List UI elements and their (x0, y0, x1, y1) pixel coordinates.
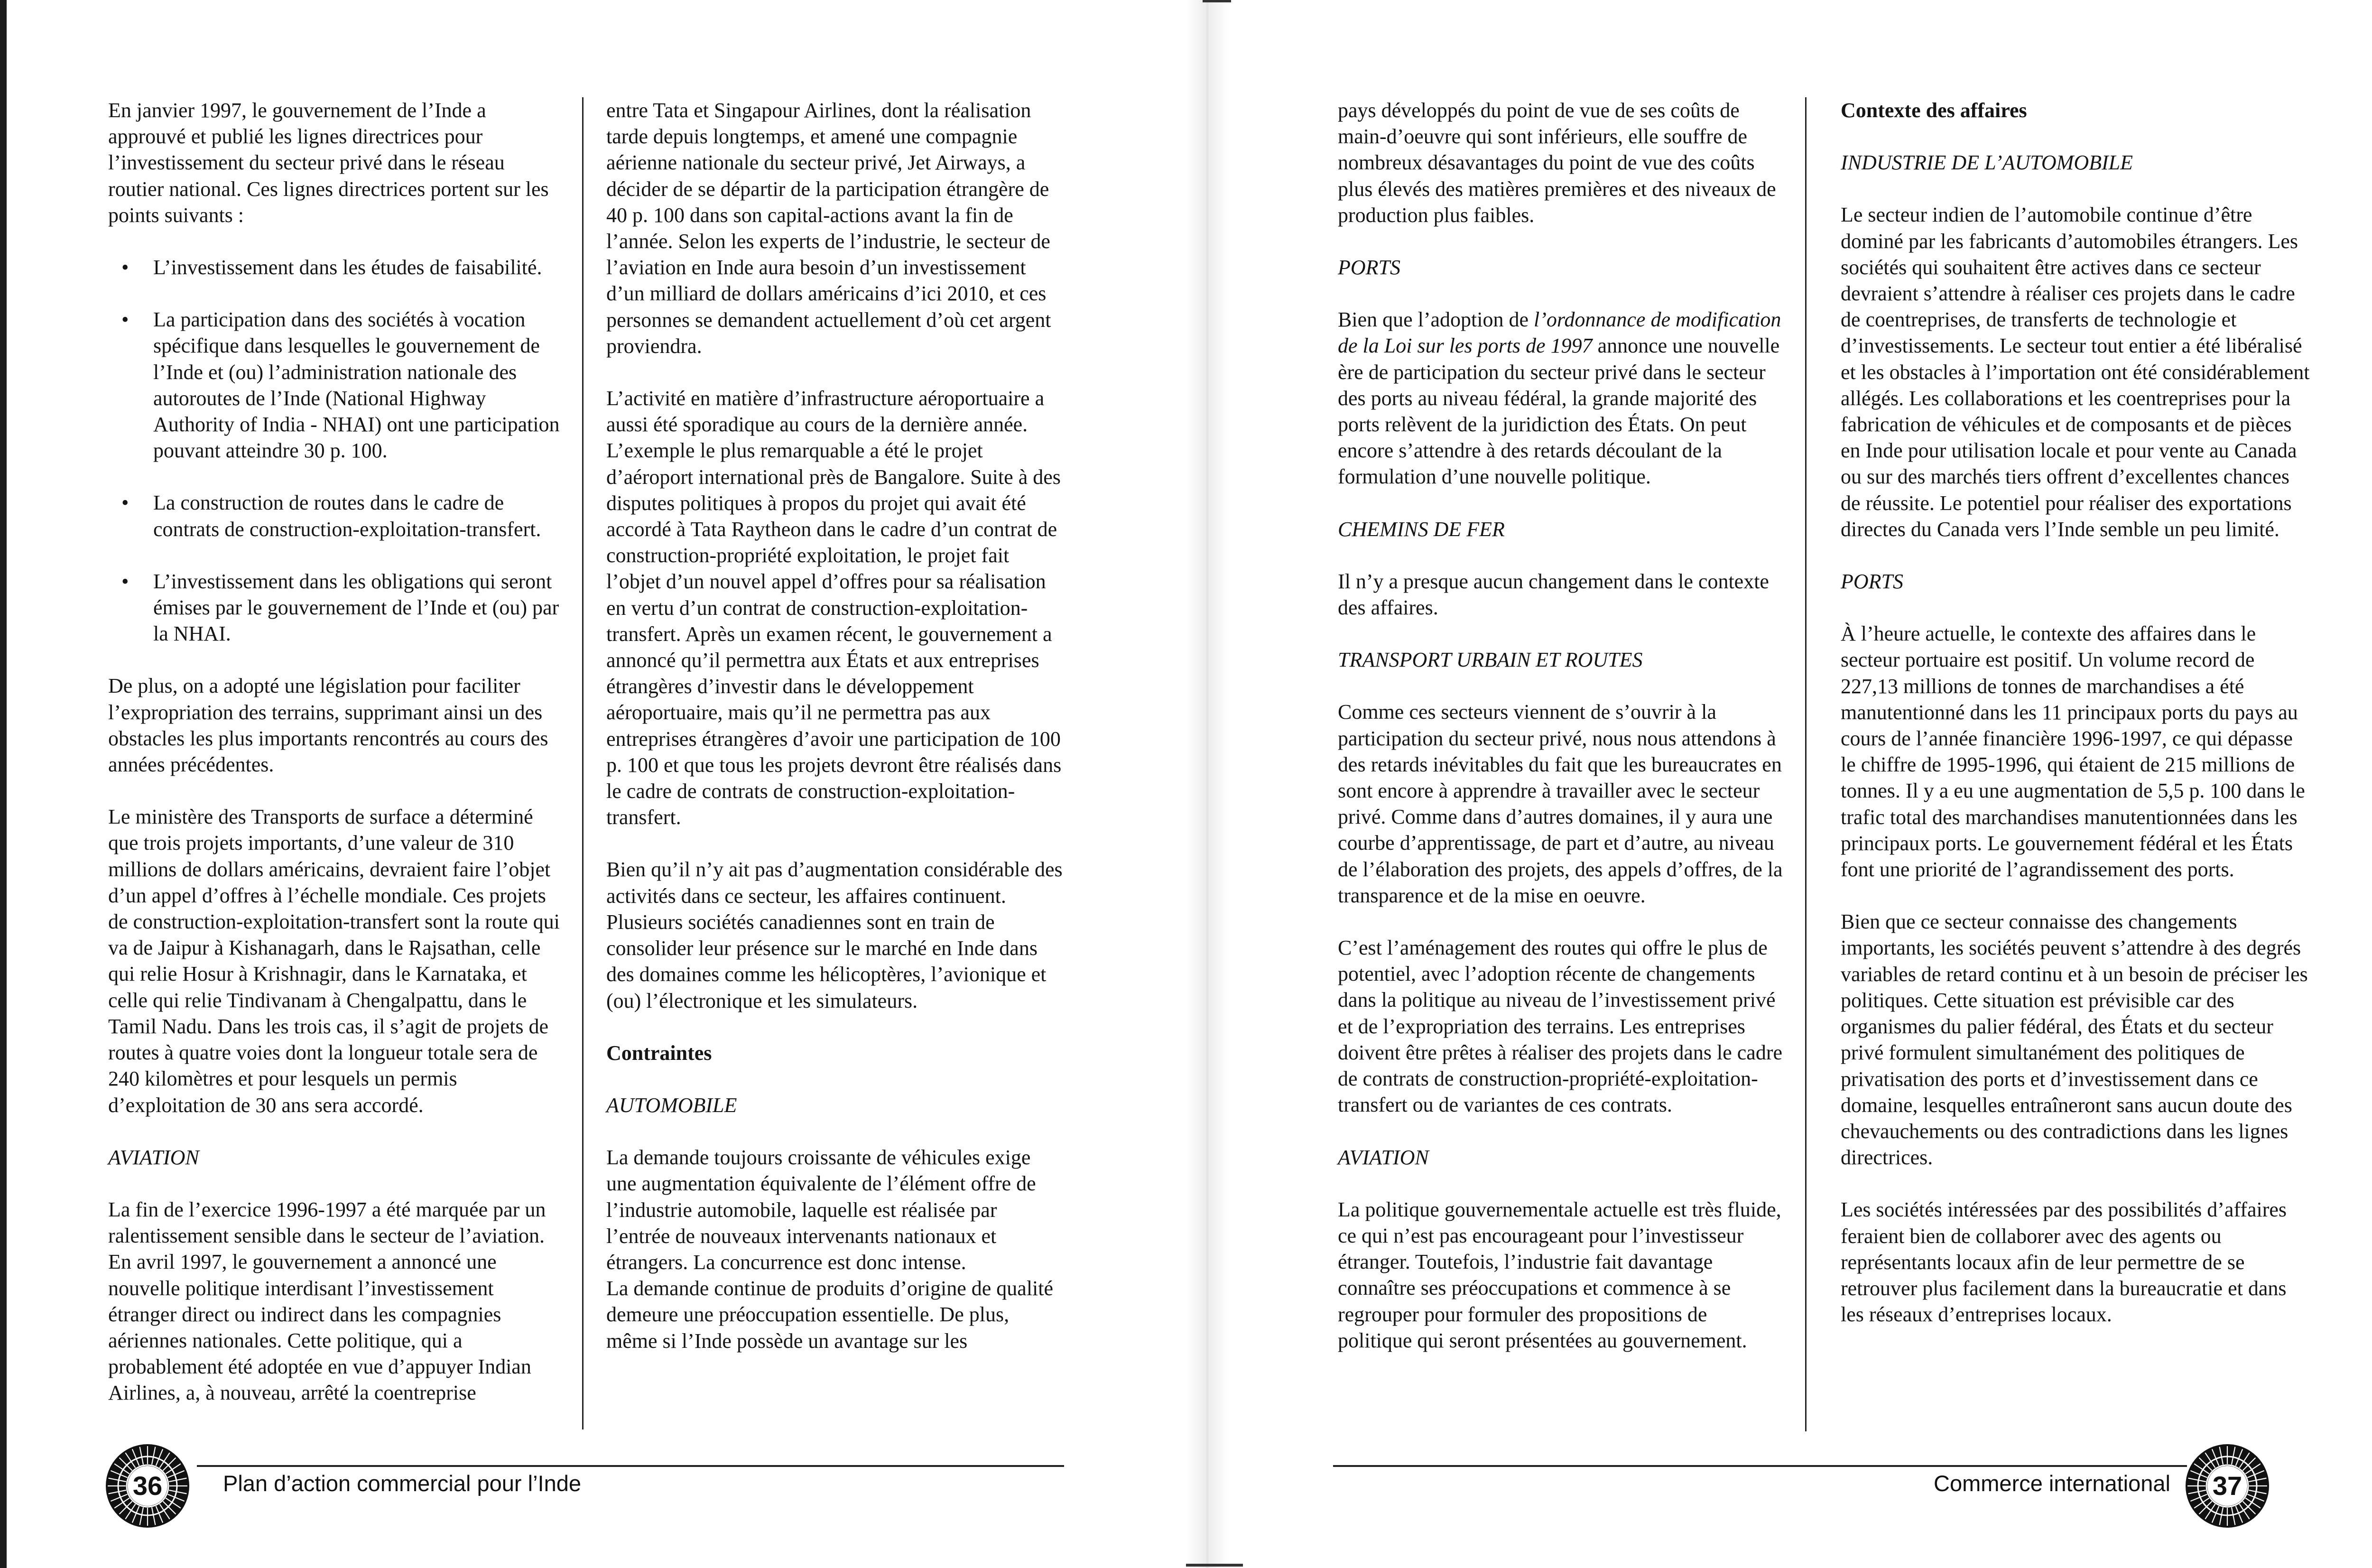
section-heading-transport: TRANSPORT URBAIN ET ROUTES (1338, 648, 1643, 672)
paragraph: Les sociétés intéressées par des possibilités d’affaires feraient bien de collaborer avec des agents ou représentants locaux afin de leur permettre de se retrouver plus facilement dans la bureaucratie et dans les réseaux d’entreprises locaux. (1841, 1198, 2287, 1327)
column-divider (1805, 97, 1807, 1431)
page-number-badge (105, 1444, 190, 1528)
right-page (1186, 0, 2372, 1568)
paragraph: En janvier 1997, le gouvernement de l’Inde a approuvé et publié les lignes directrices pour l’investissement du secteur privé dans le réseau routier national. Ces lignes directrices portent sur les points suivants : (108, 99, 549, 227)
page-number-badge (2185, 1444, 2270, 1528)
paragraph: C’est l’aménagement des routes qui offre le plus de potentiel, avec l’adoption récente de changements dans la politique au niveau de l’investissement privé et de l’expropriation des terrains. Les entreprises doivent être prêtes à réaliser des projets dans le cadre de contrats de construction-propriété-exploitation-transfert ou de variantes de ces contrats. (1338, 936, 1783, 1117)
footer-rule (197, 1465, 1064, 1467)
footer-title: Plan d’action commercial pour l’Inde (223, 1471, 581, 1496)
left-column-1 (108, 97, 564, 1432)
section-heading-industrie-automobile: INDUSTRIE DE L’AUTOMOBILE (1841, 151, 2133, 175)
paragraph: entre Tata et Singapour Airlines, dont la réalisation tarde depuis longtemps, et amené une compagnie aérienne nationale du secteur privé, Jet Airways, a décider de se départir de la participation étrangère de 40 p. 100 dans son capital-actions avant la fin de l’année. Selon les experts de l’industrie, le secteur de l’aviation en Inde aura besoin d’un investissement d’un milliard de dollars américains d’ici 2010, et ces personnes se demandent actuellement d’où cet argent proviendra. (606, 99, 1051, 358)
text-run: annonce une nouvelle ère de participation du secteur privé dans le secteur des ports au niveau fédéral, la grande majorité des ports relèvent de la juridiction des États. On peut encore s’attendre à des retards découlant de la formulation d’une nouvelle politique. (1338, 334, 1780, 489)
bullet-list (108, 254, 564, 647)
paragraph: Bien qu’il n’y ait pas d’augmentation considérable des activités dans ce secteur, les affaires continuent. Plusieurs sociétés canadiennes sont en train de consolider leur présence sur le marché en Inde dans des domaines comme les hélicoptères, l’avionique et (ou) l’électronique et les simulateurs. (606, 858, 1063, 1012)
footer-rule (1333, 1465, 2187, 1467)
section-heading-ports: PORTS (1338, 256, 1400, 279)
paragraph: De plus, on a adopté une législation pour faciliter l’expropriation des terrains, supprimant ainsi un des obstacles les plus importants rencontrés au cours des années précédentes. (108, 674, 548, 777)
text-run: Bien que l’adoption de (1338, 308, 1534, 332)
paragraph: Le secteur indien de l’automobile continue d’être dominé par les fabricants d’automobiles étrangers. Les sociétés qui souhaitent être actives dans ce secteur devraient s’attendre à réaliser ces projets dans le cadre de coentreprises, de transferts de technologie et d’investissements. Le secteur tout entier a été libéralisé et les obstacles à l’importation ont été considérablement allégés. Les collaborations et les coentreprises pour la fabrication de véhicules et de composants et de pièces en Inde pour utilisation locale et pour vente au Canada ou sur des marchés tiers offrent d’excellentes chances de réussite. Le potentiel pour réaliser des exportations directes du Canada vers l’Inde semble un peu limité. (1841, 203, 2310, 541)
paragraph: À l’heure actuelle, le contexte des affaires dans le secteur portuaire est positif. Un volume record de 227,13 millions de tonnes de marchandises a été manutentionné dans les 11 principaux ports du pays au cours de l’année financière 1996-1997, ce qui dépasse le chiffre de 1995-1996, qui étaient de 215 millions de tonnes. Il y a eu une augmentation de 5,5 p. 100 dans le trafic total des marchandises manutentionnées dans les principaux ports. Le gouvernement fédéral et les États font une priorité de l’agrandissement des ports. (1841, 622, 2305, 881)
paragraph: Il n’y a presque aucun changement dans le contexte des affaires. (1338, 569, 1769, 620)
section-heading-contexte: Contexte des affaires (1841, 99, 2027, 122)
left-column-2 (606, 97, 1063, 1380)
paragraph: Bien que ce secteur connaisse des changements importants, les sociétés peuvent s’attendre à des degrés variables de retard continu et à un besoin de préciser les politiques. Cette situation est prévisible car des organismes du palier fédéral, des États et du secteur privé formulent simultanément des politiques de privatisation des ports et d’investissement dans ce domaine, lesquelles entraîneront sans aucun doute des chevauchements ou des contradictions dans les lignes directrices. (1841, 910, 2308, 1169)
paragraph: L’activité en matière d’infrastructure aéroportuaire a aussi été sporadique au cours de la dernière année. L’exemple le plus remarquable a été le projet d’aéroport international près de Bangalore. Suite à des disputes politiques à propos du projet qui avait été accordé à Tata Raytheon dans le cadre d’un contrat de construction-propriété exploitation, le projet fait l’objet d’un nouvel appel d’offres pour sa réalisation en vertu d’un contrat de construction-exploitation-transfert. Après un examen récent, le gouvernement a annoncé qu’il permettra aux États et aux entreprises étrangères d’investir dans le développement aéroportuaire, mais qu’il ne permettra pas aux entreprises étrangères d’avoir une participation de 100 p. 100 et que tous les projets devront être réalisés dans le cadre de contrats de construction-exploitation-transfert. (606, 387, 1062, 829)
section-heading-ports: PORTS (1841, 570, 1903, 594)
section-heading-chemins-de-fer: CHEMINS DE FER (1338, 517, 1505, 541)
section-heading-aviation: AVIATION (1338, 1145, 1429, 1169)
page-number: 37 (2212, 1471, 2242, 1501)
paragraph (1338, 306, 1786, 490)
paragraph: Le ministère des Transports de surface a déterminé que trois projets importants, d’une valeur de 310 millions de dollars américains, devraient faire l’objet d’un appel d’offres à l’échelle mondiale. Ces projets de construction-exploitation-transfert sont la route qui va de Jaipur à Kishanagarh, dans le Rajsathan, celle qui relie Hosur à Krishnagir, dans le Karnataka, et celle qui relie Tindivanam à Chengalpattu, dans le Tamil Nadu. Dans les trois cas, il s’agit de projets de routes à quatre voies dont la longueur totale sera de 240 kilomètres et pour lesquels un permis d’exploitation de 30 ans sera accordé. (108, 805, 560, 1117)
list-item: • La construction de routes dans le cadre de contrats de construction-exploitation-transfert. (108, 490, 564, 542)
paragraph: La demande toujours croissante de véhicules exige une augmentation équivalente de l’élément offre de l’industrie automobile, laquelle est réalisée par l’entrée de nouveaux intervenants nationaux et étrangers. La concurrence est donc intense. (606, 1146, 1036, 1274)
right-column-1 (1338, 97, 1786, 1380)
right-column-2 (1841, 97, 2310, 1354)
list-item: • La participation dans des sociétés à vocation spécifique dans lesquelles le gouvernement de l’Inde et (ou) l’administration nationale des autoroutes de l’Inde (National Highway Authority of India - NHAI) ont une participation pouvant atteindre 30 p. 100. (108, 306, 564, 464)
section-heading-contraintes: Contraintes (606, 1041, 712, 1065)
paragraph: La politique gouvernementale actuelle est très fluide, ce qui n’est pas encourageant pour l’investisseur étranger. Toutefois, l’industrie fait davantage connaître ses préoccupations et commence à se regrouper pour formuler des propositions de politique qui seront présentées au gouvernement. (1338, 1197, 1781, 1352)
paragraph: La fin de l’exercice 1996-1997 a été marquée par un ralentissement sensible dans le secteur de l’aviation. En avril 1997, le gouvernement a annoncé une nouvelle politique interdisant l’investissement étranger direct ou indirect dans les compagnies aériennes nationales. Cette politique, qui a probablement été adoptée en vue d’appuyer Indian Airlines, a, à nouveau, arrêté la coentreprise (108, 1197, 546, 1405)
law-title: l’ordonnance de modification de la Loi sur les ports de 1997 (1338, 308, 1781, 358)
paragraph: La demande continue de produits d’origine de qualité demeure une préoccupation essentielle. De plus, même si l’Inde possède un avantage sur les (606, 1277, 1054, 1353)
section-heading-automobile: AUTOMOBILE (606, 1093, 737, 1117)
footer-title: Commerce international (1934, 1471, 2170, 1496)
section-heading-aviation: AVIATION (108, 1145, 199, 1169)
column-divider (582, 97, 584, 1429)
list-item: • L’investissement dans les obligations qui seront émises par le gouvernement de l’Inde et (ou) par la NHAI. (108, 568, 564, 647)
paragraph: Comme ces secteurs viennent de s’ouvrir à la participation du secteur privé, nous nous attendons à des retards inévitables du fait que les bureaucrates en sont encore à apprendre à travailler avec le secteur privé. Comme dans d’autres domaines, il y aura une courbe d’apprentissage, de part et d’autre, au niveau de l’élaboration des projets, des appels d’offres, de la transparence et de la mise en oeuvre. (1338, 700, 1783, 907)
page-number: 36 (132, 1471, 163, 1501)
paragraph: pays développés du point de vue de ses coûts de main-d’oeuvre qui sont inférieurs, elle souffre de nombreux désavantages du point de vue des coûts plus élevés des matières premières et des niveaux de production plus faibles. (1338, 99, 1776, 227)
list-item: • L’investissement dans les études de faisabilité. (108, 254, 564, 280)
